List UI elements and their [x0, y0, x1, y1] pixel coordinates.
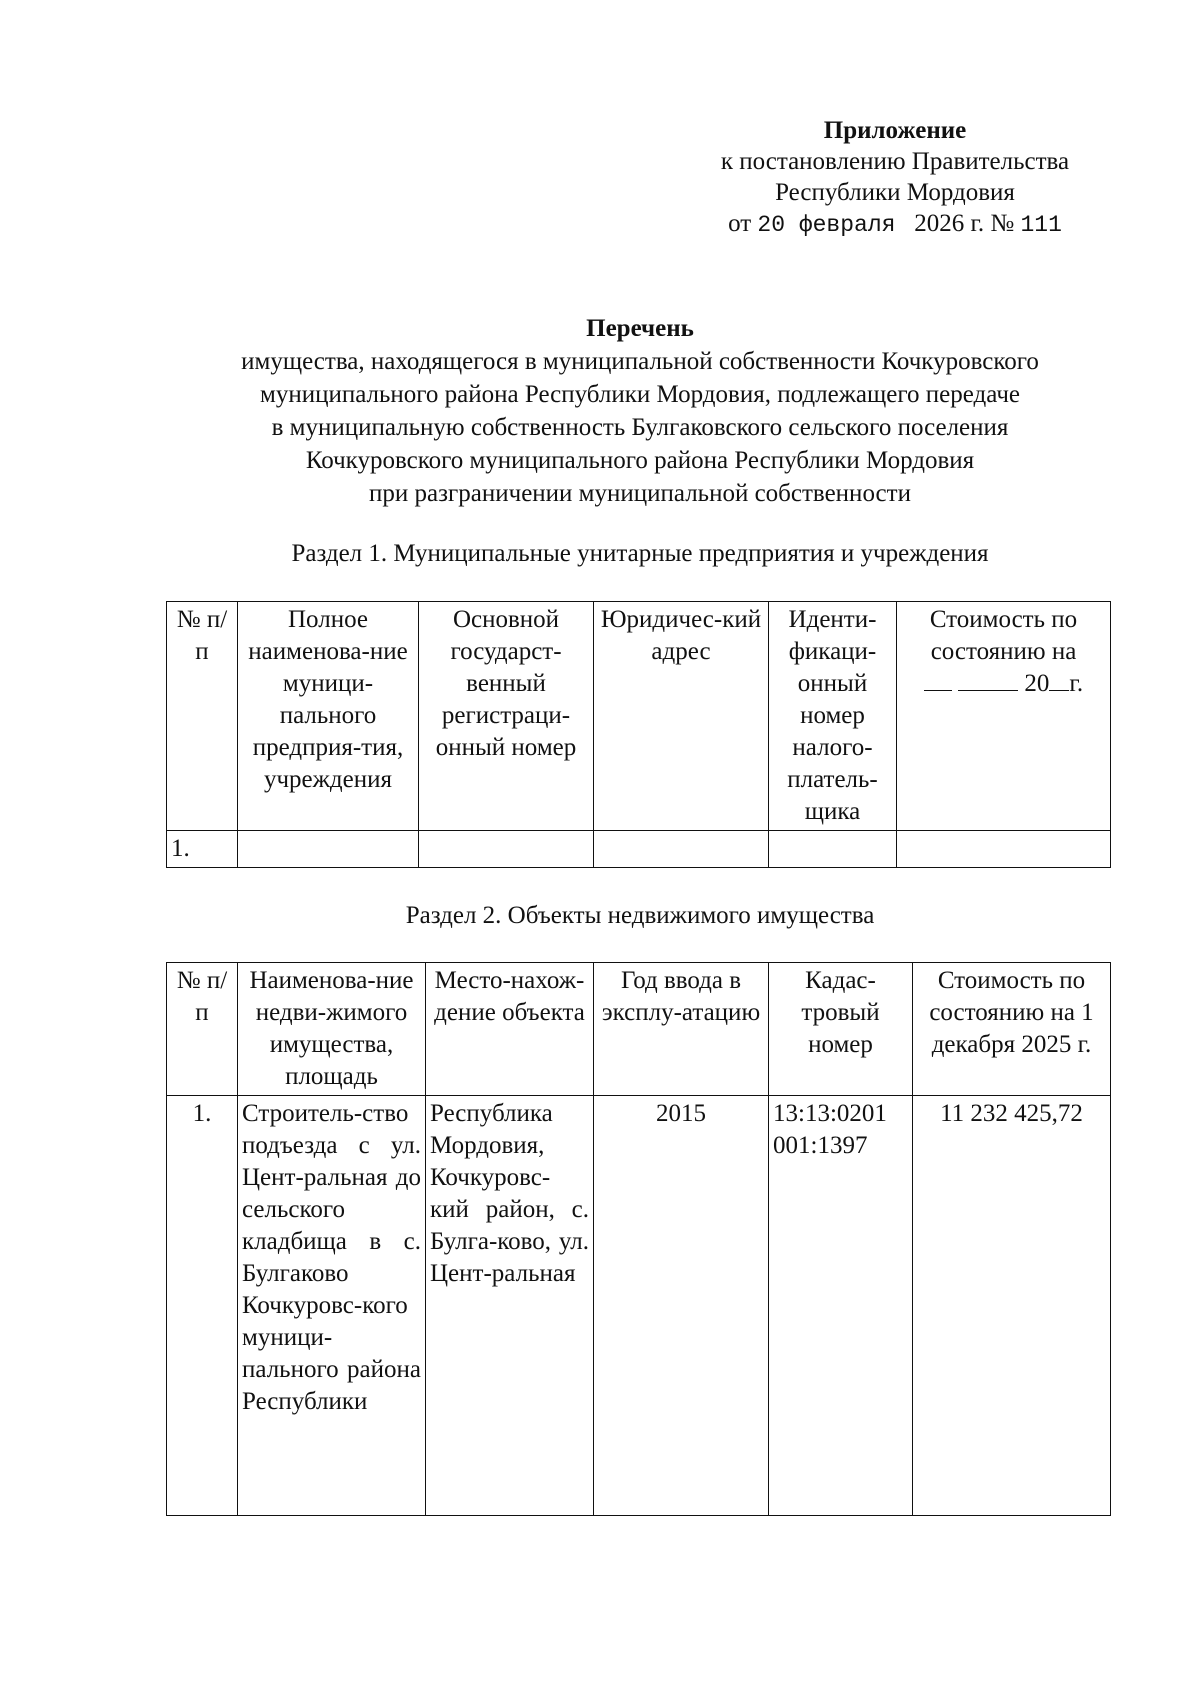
section-2-table: [166, 962, 1111, 1516]
cell-cadastral: 13:13:0201 001:1397: [769, 1096, 913, 1516]
cell-empty: [419, 831, 594, 868]
list-heading: Перечень: [586, 315, 694, 342]
table-header-row: [167, 602, 1111, 831]
cell-number: 1.: [167, 1096, 238, 1516]
header-cadastral: Кадас-тровый номер: [769, 963, 913, 1096]
header-cost-label: Стоимость по состоянию на: [929, 606, 1078, 665]
title-line: в муниципальную собственность Булгаковского сельского поселения: [271, 414, 1009, 441]
section-1-table: [166, 601, 1111, 868]
cell-empty: [769, 831, 897, 868]
section-1-title: Раздел 1. Муниципальные унитарные предприятия и учреждения: [291, 540, 989, 567]
cell-year: 2015: [594, 1096, 769, 1516]
cell-empty: [238, 831, 419, 868]
list-title-block: [130, 312, 1150, 510]
table-header-row: [167, 963, 1111, 1096]
table-row: [167, 831, 1111, 868]
cell-empty: [897, 831, 1111, 868]
blank-year: [1049, 690, 1069, 691]
header-number: № п/п: [167, 602, 238, 831]
cell-location: Республика Мордовия, Кочкуровс-кий район, с. Булга-ково, ул. Цент-ральная: [426, 1096, 594, 1516]
appendix-date-line: [660, 208, 1130, 241]
header-full-name: Полное наименова-ние муници-пального предприя-тия, учреждения: [238, 602, 419, 831]
header-property-name: Наименова-ние недви-жимого имущества, площадь: [238, 963, 426, 1096]
header-registration-number: Основной государст-венный регистраци-онный номер: [419, 602, 594, 831]
title-line: муниципального района Республики Мордовия, подлежащего передаче: [260, 381, 1020, 408]
cost-year-prefix: 20: [1024, 670, 1050, 697]
header-legal-address: Юридичес-кий адрес: [594, 602, 769, 831]
header-year: Год ввода в эксплу-атацию: [594, 963, 769, 1096]
header-cost: [897, 602, 1111, 831]
year-label: 2026 г. №: [914, 210, 1015, 237]
document-number: 111: [1020, 212, 1062, 238]
appendix-heading: Приложение: [823, 117, 967, 144]
header-number: № п/п: [167, 963, 238, 1096]
appendix-line-2: Республики Мордовия: [775, 179, 1015, 206]
cell-property-name: Строитель-ство подъезда с ул. Цент-ральная до сельского кладбища в с. Булгаково Кочкуровс-кого муници-пального района Республики: [238, 1096, 426, 1516]
cell-empty: [594, 831, 769, 868]
title-line: имущества, находящегося в муниципальной собственности Кочкуровского: [241, 348, 1039, 375]
cell-number: 1.: [167, 831, 238, 868]
blank-month: [958, 690, 1018, 691]
title-line: при разграничении муниципальной собственности: [369, 480, 911, 507]
date-prefix: от: [728, 210, 752, 237]
section-2-title: Раздел 2. Объекты недвижимого имущества: [405, 902, 875, 929]
appendix-block: [660, 115, 1130, 241]
cell-cost: 11 232 425,72: [913, 1096, 1111, 1516]
header-inn: Иденти-фикаци-онный номер налого-платель-щика: [769, 602, 897, 831]
table-row: [167, 1096, 1111, 1516]
title-line: Кочкуровского муниципального района Республики Мордовия: [305, 447, 975, 474]
cost-year-suffix: г.: [1069, 670, 1084, 697]
date-typed: 20 февраля: [757, 212, 896, 238]
header-cost: Стоимость по состоянию на 1 декабря 2025 г.: [913, 963, 1111, 1096]
appendix-line-1: к постановлению Правительства: [720, 148, 1070, 175]
header-location: Место-нахож-дение объекта: [426, 963, 594, 1096]
blank-day: [924, 690, 952, 691]
